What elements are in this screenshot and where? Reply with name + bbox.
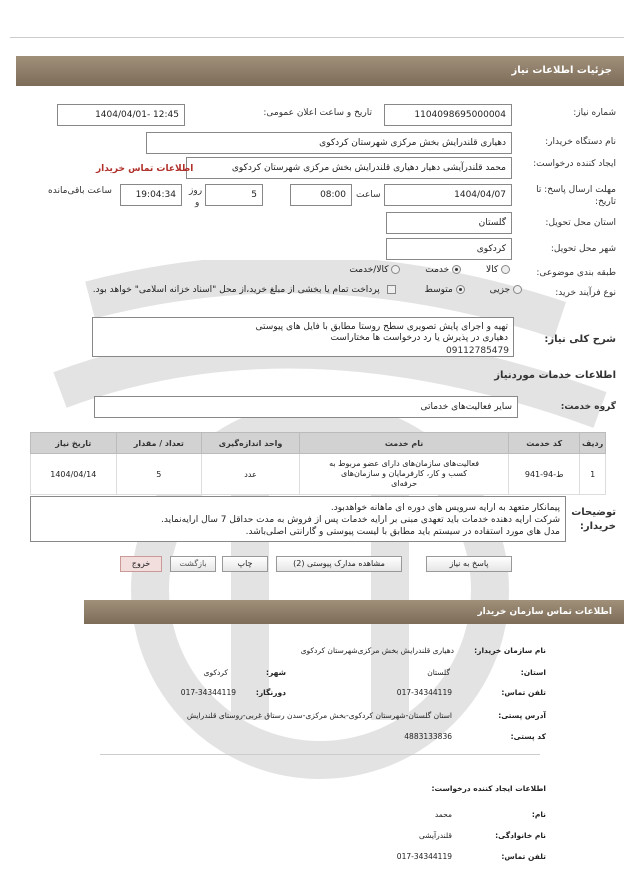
buyer-org-label: نام دستگاه خریدار:	[545, 137, 616, 147]
payment-note: پرداخت تمام یا بخشی از مبلغ خرید،از محل "اسناد خزانه اسلامی" خواهد بود.	[92, 285, 380, 295]
remaining-label: ساعت باقی‌مانده	[48, 186, 112, 196]
and-label: و	[195, 198, 200, 208]
services-section-title: اطلاعات خدمات مورد‌نیاز	[494, 370, 616, 381]
days-field: 5	[205, 184, 263, 206]
remaining-time-field: 19:04:34	[120, 184, 182, 206]
contact-fax-label: دورنگار:	[255, 688, 286, 697]
city-label: شهر محل تحویل:	[550, 244, 616, 254]
contact-address-value: استان گلستان-شهرستان کردکوی-بخش مرکزی-سدن رستاق غربی-روستای قلندرایش	[186, 711, 452, 720]
cell-date: 1404/04/14	[31, 454, 117, 495]
col-name: نام خدمت	[299, 433, 508, 454]
summary-line-2: دهیاری در پذیرش یا رد درخواست ها مختاراست	[330, 333, 508, 343]
buyer-note-line-1: پیمانکار متعهد به ارایه سرویس های دوره ای ماهانه خواهدبود.	[330, 503, 560, 513]
attachments-button[interactable]: مشاهده مدارک پیوستی (2)	[276, 556, 402, 572]
services-table	[30, 432, 606, 495]
time-label: ساعت	[356, 190, 381, 200]
cell-code: ط-94-941	[509, 454, 580, 495]
reply-button[interactable]: پاسخ به نیاز	[426, 556, 512, 572]
summary-label: شرح کلی نیاز:	[544, 334, 616, 345]
radio-goods-service[interactable]: کالا/خدمت	[349, 265, 400, 275]
contact-postal-value: 4883133836	[404, 732, 452, 741]
buyer-notes-box	[30, 496, 566, 542]
service-group-label: گروه خدمت:	[560, 402, 616, 412]
buyer-note-line-2: شرکت ارایه دهنده خدمات باید تعهدی مبنی بر ارایه خدمات پس از فروش به مدت حداقل 7 سال ارایه‌نماید.	[161, 515, 560, 525]
summary-line-1: تهیه و اجرای پایش تصویری سطح روستا مطابق با فایل های پیوستی	[255, 322, 508, 332]
creator-family-label: نام خانوادگی:	[495, 831, 546, 840]
details-header-bar	[16, 56, 624, 86]
print-button[interactable]: چاپ	[222, 556, 268, 572]
radio-minor[interactable]: جزیی	[490, 285, 522, 295]
creator-label: ایجاد کننده درخواست:	[533, 159, 616, 169]
contact-phone-value: 017-34344119	[396, 688, 452, 697]
col-code: کد خدمت	[509, 433, 580, 454]
days-label: روز	[189, 186, 203, 196]
contact-phone-label: تلفن تماس:	[501, 688, 546, 697]
col-date: تاریخ نیاز	[31, 433, 117, 454]
contact-org-label: نام سازمان خریدار:	[474, 646, 546, 655]
province-label: استان محل تحویل:	[545, 218, 616, 228]
contact-divider	[100, 754, 540, 755]
col-qty: تعداد / مقدار	[116, 433, 202, 454]
table-header-row	[31, 433, 606, 454]
category-label: طبقه بندی موضوعی:	[536, 268, 616, 278]
buyer-notes-label: توضیحات خریدار:	[571, 507, 616, 532]
creator-info-title: اطلاعات ایجاد کننده درخواست:	[431, 784, 546, 793]
category-radio-group	[349, 265, 510, 275]
col-unit: واحد اندازه‌گیری	[202, 433, 300, 454]
col-index: ردیف	[580, 433, 606, 454]
service-group-field: سایر فعالیت‌های خدماتی	[94, 396, 518, 418]
exit-button[interactable]: خروج	[120, 556, 162, 572]
buyer-org-field: دهیاری قلندرایش بخش مرکزی شهرستان کردکوی	[146, 132, 512, 154]
contact-address-label: آدرس پستی:	[498, 711, 546, 720]
contact-header-bar	[84, 600, 624, 624]
announce-label: تاریخ و ساعت اعلان عمومی:	[263, 108, 372, 118]
contact-org-value: دهیاری قلندرایش بخش مرکزی‌شهرستان کردکوی	[300, 646, 454, 655]
cell-name: فعالیت‌های سازمان‌های دارای عضو مربوط به کسب و کار، کارفرمایان و سازمان‌های حرفه‌ای	[299, 454, 508, 495]
top-divider	[10, 37, 624, 38]
treasury-checkbox[interactable]	[387, 285, 396, 295]
contact-city-label: شهر:	[266, 668, 286, 677]
summary-phone: 09112785479	[446, 346, 509, 356]
table-row	[31, 454, 606, 495]
contact-province-value: گلستان	[427, 668, 450, 677]
buyer-note-line-3: مدل های مورد استفاده در سیستم باید مطابق با لیست پیوستی و گارانتی اصلی‌باشد.	[245, 527, 560, 537]
radio-goods[interactable]: کالا	[486, 265, 510, 275]
creator-phone-label: تلفن تماس:	[501, 852, 546, 861]
process-radio-group	[93, 285, 522, 295]
creator-phone-value: 017-34344119	[396, 852, 452, 861]
need-number-label: شماره نیاز:	[573, 108, 616, 118]
deadline-label: مهلت ارسال پاسخ: تا تاریخ:	[536, 185, 616, 207]
radio-medium[interactable]: متوسط	[425, 285, 465, 295]
need-number-field: 1104098695000004	[384, 104, 512, 126]
contact-postal-label: کد پستی:	[510, 732, 546, 741]
page-title: جزئیات اطلاعات نیاز	[511, 65, 612, 76]
process-label: نوع فرآیند خرید:	[555, 288, 616, 298]
contact-section-title: اطلاعات تماس سازمان خریدار	[477, 607, 612, 617]
deadline-time-field[interactable]: 08:00	[290, 184, 352, 206]
city-field: کردکوی	[386, 238, 512, 260]
radio-service[interactable]: خدمت	[425, 265, 461, 275]
creator-name-value: محمد	[434, 810, 452, 819]
contact-province-label: استان:	[520, 668, 546, 677]
cell-qty: 5	[116, 454, 202, 495]
creator-family-value: قلندرآیشی	[418, 831, 452, 840]
creator-field: محمد قلندرآیشی دهیار دهیاری قلندرایش بخش مرکزی شهرستان کردکوی	[186, 157, 512, 179]
creator-name-label: نام:	[531, 810, 546, 819]
back-button[interactable]: بازگشت	[170, 556, 216, 572]
contact-city-value: کردکوی	[203, 668, 228, 677]
cell-unit: عدد	[202, 454, 300, 495]
deadline-date-field[interactable]: 1404/04/07	[384, 184, 512, 206]
buyer-contact-link[interactable]: اطلاعات تماس خریدار	[96, 164, 194, 174]
contact-fax-value: 017-34344119	[180, 688, 236, 697]
cell-index: 1	[580, 454, 606, 495]
province-field: گلستان	[386, 212, 512, 234]
announce-field: 1404/04/01- 12:45	[57, 104, 185, 126]
